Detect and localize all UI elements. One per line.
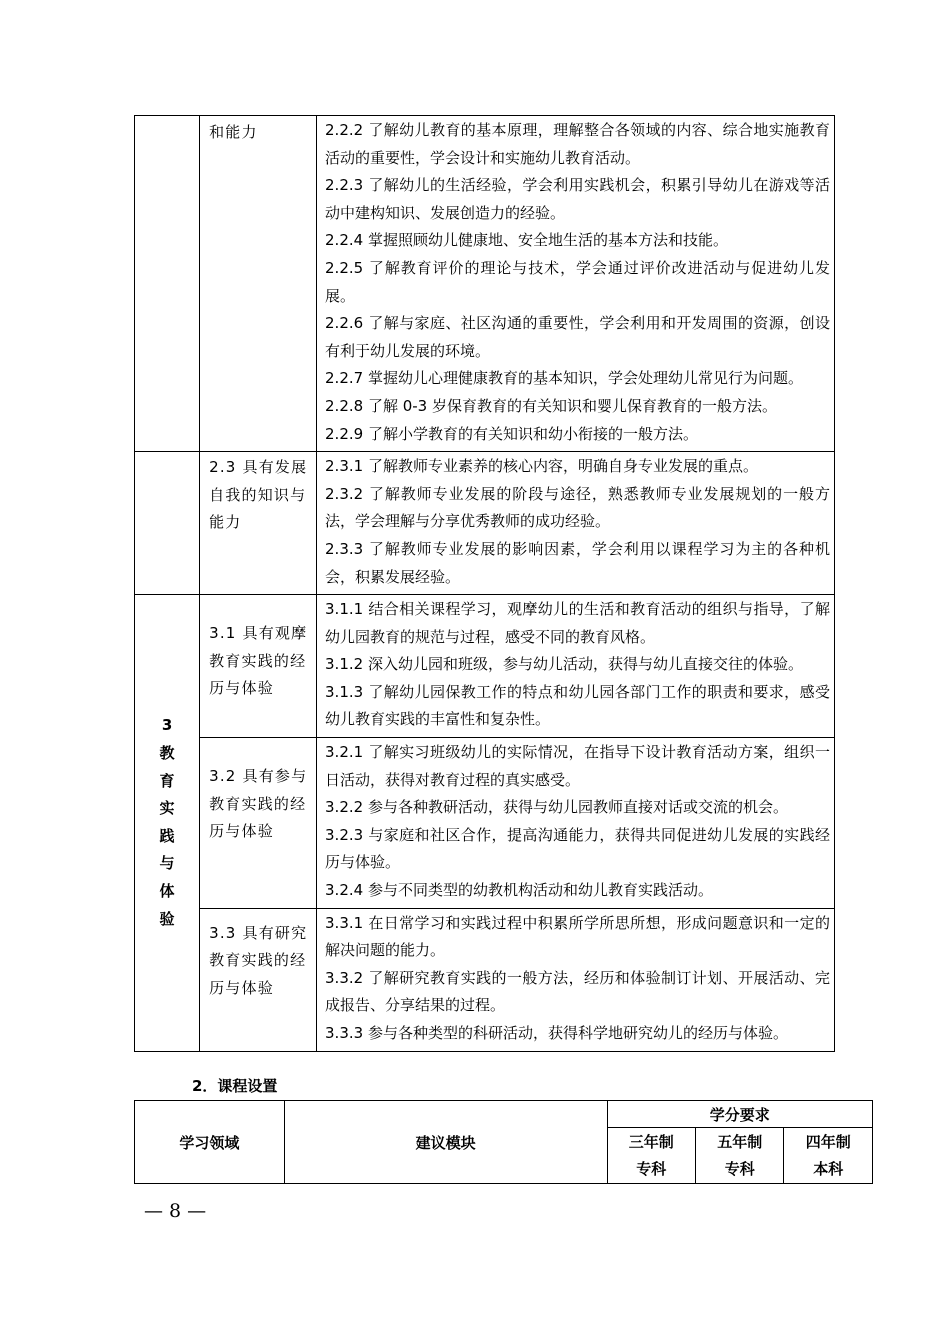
- list-item: 3.3.2 了解研究教育实践的一般方法，经历和体验制订计划、开展活动、完成报告、分享结果的过程。: [325, 968, 830, 1015]
- table-row: [135, 116, 835, 452]
- domain-char: 体: [159, 882, 175, 901]
- list-item: 3.3.1 在日常学习和实践过程中积累所学所思所想，形成问题意识和一定的解决问题的能力。: [325, 913, 830, 960]
- list-item: 2.2.5 了解教育评价的理论与技术，学会通过评价改进活动与促进幼儿发展。: [325, 258, 830, 305]
- table-row: [135, 908, 835, 1051]
- domain-char: 实: [159, 799, 175, 818]
- list-item: 2.2.7 掌握幼儿心理健康教育的基本知识，学会处理幼儿常见行为问题。: [325, 369, 803, 388]
- curriculum-table: [134, 1100, 873, 1184]
- domain-char: 育: [159, 771, 175, 790]
- list-item: 3.2.2 参与各种教研活动，获得与幼儿园教师直接对话或交流的机会。: [325, 798, 788, 817]
- area-cell: 3.3 具有研究教育实践的经历与体验: [200, 908, 317, 1051]
- domain-char: 与: [159, 854, 175, 873]
- list-item: 2.3.3 了解教师专业发展的影响因素，学会利用以课程学习为主的各种机会，积累发展经验。: [325, 539, 830, 586]
- domain-char: 教: [159, 744, 175, 763]
- list-item: 3.2.1 了解实习班级幼儿的实际情况，在指导下设计教育活动方案，组织一日活动，获得对教育过程的真实感受。: [325, 743, 830, 789]
- area-cell: 2.3 具有发展自我的知识与能力: [200, 452, 317, 595]
- header-line: 五年制: [717, 1132, 763, 1151]
- column-header-three-year: [607, 1128, 695, 1184]
- list-item: 2.3.2 了解教师专业发展的阶段与途径，熟悉教师专业发展规划的一般方法，学会理解与分享优秀教师的成功经验。: [325, 484, 830, 531]
- list-item: 2.2.6 了解与家庭、社区沟通的重要性，学会利用和开发周围的资源，创设有利于幼儿发展的环境。: [325, 314, 830, 360]
- section-title: 2．课程设置: [192, 1077, 278, 1095]
- area-cell: 3.1 具有观摩教育实践的经历与体验: [200, 595, 317, 738]
- domain-char: 践: [159, 826, 175, 845]
- column-header-four-year: [784, 1128, 873, 1184]
- header-line: 三年制: [628, 1132, 674, 1151]
- table-row: [135, 1101, 873, 1128]
- table-row: [135, 452, 835, 595]
- competency-table: [134, 115, 835, 1052]
- domain-cell-empty: [135, 116, 200, 452]
- list-item: 3.2.3 与家庭和社区合作，提高沟通能力，获得共同促进幼儿发展的实践经历与体验。: [325, 825, 830, 872]
- header-line: 本科: [813, 1159, 844, 1178]
- items-cell: [317, 116, 835, 452]
- header-line: 专科: [724, 1159, 755, 1178]
- domain-char: 3: [161, 716, 173, 735]
- list-item: 3.1.3 了解幼儿园保教工作的特点和幼儿园各部门工作的职责和要求，感受幼儿教育实践的丰富性和复杂性。: [325, 682, 830, 729]
- table-row: [135, 595, 835, 738]
- domain-char: 验: [159, 909, 175, 928]
- items-cell: [317, 452, 835, 595]
- area-cell: 3.2 具有参与教育实践的经历与体验: [200, 738, 317, 909]
- column-header-five-year: [696, 1128, 784, 1184]
- list-item: 3.2.4 参与不同类型的幼教机构活动和幼儿教育实践活动。: [325, 881, 713, 900]
- items-cell: [317, 595, 835, 738]
- domain-cell-empty: [135, 452, 200, 595]
- column-header-credit: 学分要求: [607, 1101, 872, 1128]
- table-row: [135, 738, 835, 909]
- list-item: 2.2.8 了解 0-3 岁保育教育的有关知识和婴儿保育教育的一般方法。: [325, 396, 777, 415]
- page-number: — 8 —: [144, 1200, 207, 1222]
- list-item: 2.2.4 掌握照顾幼儿健康地、安全地生活的基本方法和技能。: [325, 231, 728, 250]
- header-line: 专科: [636, 1159, 667, 1178]
- domain-cell: [135, 595, 200, 1052]
- list-item: 2.2.2 了解幼儿教育的基本原理，理解整合各领域的内容、综合地实施教育活动的重要性，学会设计和实施幼儿教育活动。: [325, 121, 830, 167]
- list-item: 3.3.3 参与各种类型的科研活动，获得科学地研究幼儿的经历与体验。: [325, 1024, 788, 1042]
- items-cell: [317, 908, 835, 1051]
- list-item: 3.1.2 深入幼儿园和班级，参与幼儿活动，获得与幼儿直接交往的体验。: [325, 655, 803, 674]
- list-item: 2.2.3 了解幼儿的生活经验，学会利用实践机会，积累引导幼儿在游戏等活动中建构知识、发展创造力的经验。: [325, 176, 830, 222]
- list-item: 2.3.1 了解教师专业素养的核心内容，明确自身专业发展的重点。: [325, 457, 758, 476]
- items-cell: [317, 738, 835, 909]
- header-line: 四年制: [805, 1132, 851, 1151]
- list-item: 2.2.9 了解小学教育的有关知识和幼小衔接的一般方法。: [325, 424, 698, 443]
- column-header-area: 学习领域: [135, 1101, 285, 1184]
- list-item: 3.1.1 结合相关课程学习，观摩幼儿的生活和教育活动的组织与指导，了解幼儿园教育的规范与过程，感受不同的教育风格。: [325, 600, 830, 646]
- column-header-module: 建议模块: [284, 1101, 607, 1184]
- area-cell: 和能力: [200, 116, 317, 452]
